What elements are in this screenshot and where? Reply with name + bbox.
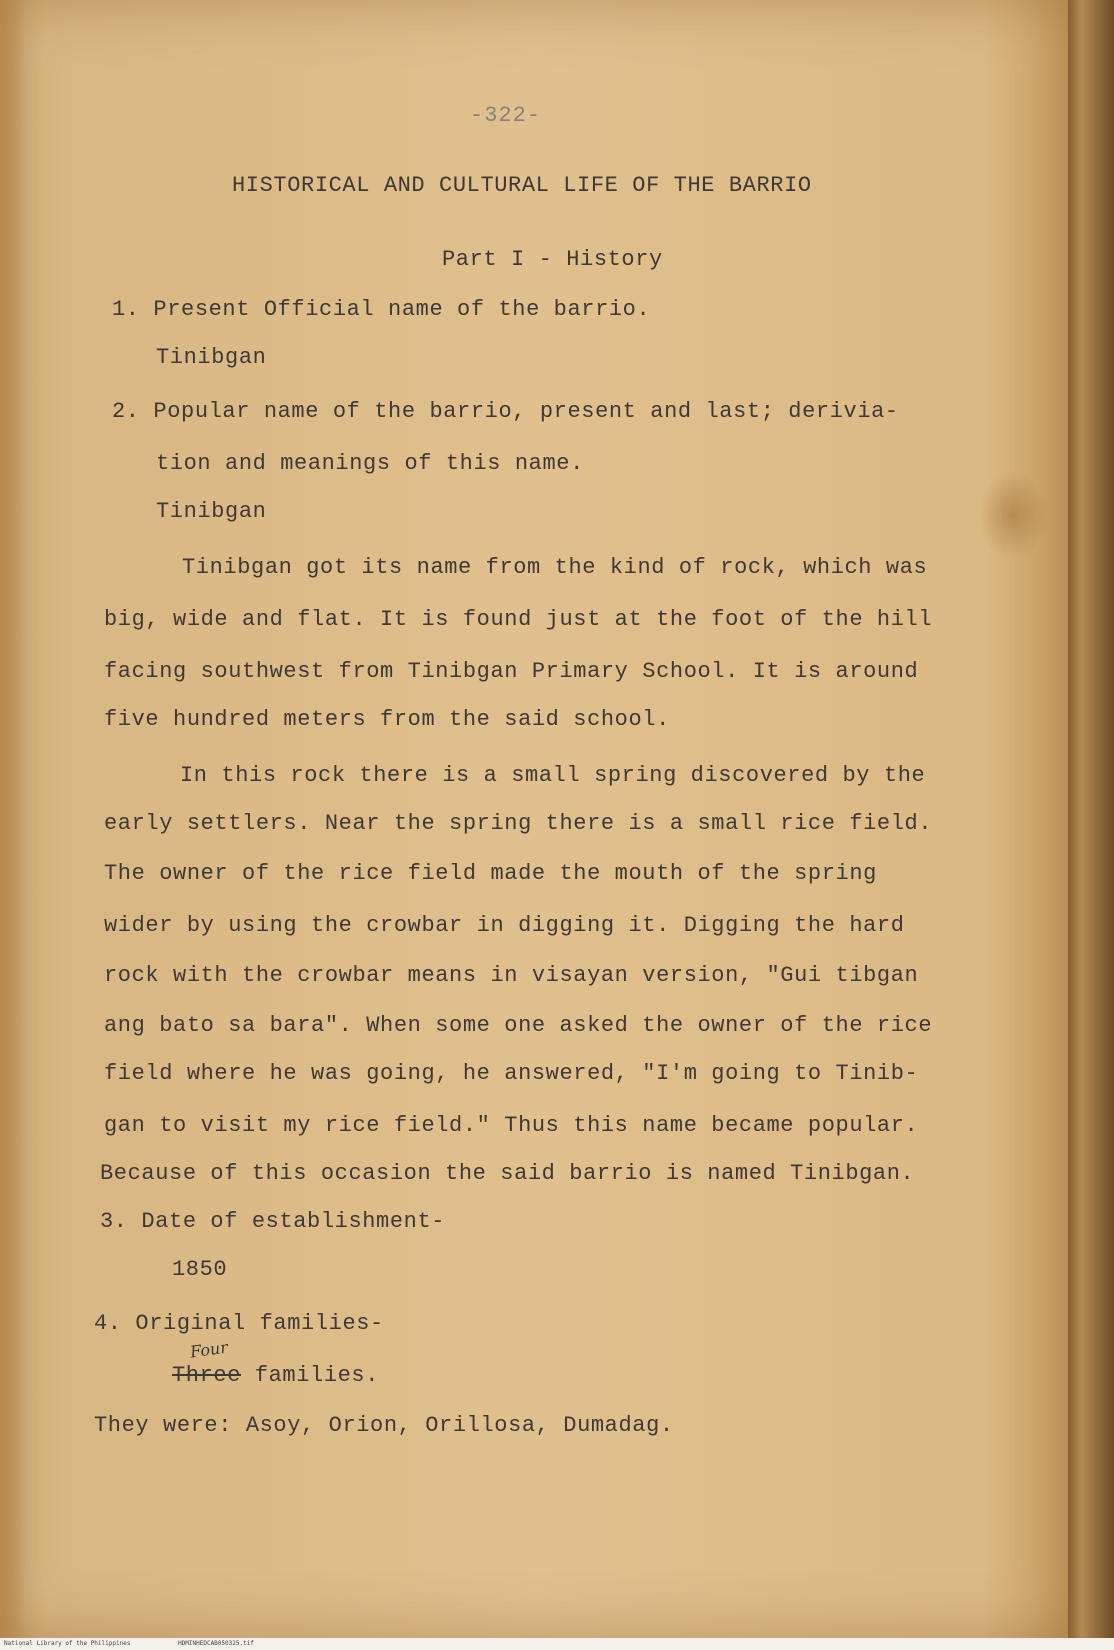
paragraph-1-line: facing southwest from Tinibgan Primary School. It is around <box>104 659 919 684</box>
paragraph-2-line: field where he was going, he answered, "I'm going to Tinib- <box>104 1061 919 1086</box>
answer-1: Tinibgan <box>156 345 267 370</box>
question-1: 1. Present Official name of the barrio. <box>112 297 651 322</box>
paragraph-2-line: gan to visit my rice field." Thus this name became popular. <box>104 1113 919 1138</box>
paragraph-1-line: Tinibgan got its name from the kind of rock, which was <box>182 555 928 580</box>
paragraph-2-line: rock with the crowbar means in visayan version, "Gui tibgan <box>104 963 919 988</box>
paragraph-2-line: In this rock there is a small spring discovered by the <box>180 763 926 788</box>
file-name: HDMINHEDCAB050325.tif <box>178 1640 254 1647</box>
answer-2: Tinibgan <box>156 499 267 524</box>
paragraph-1-line: big, wide and flat. It is found just at the foot of the hill <box>104 607 933 632</box>
paragraph-2-line: wider by using the crowbar in digging it. Digging the hard <box>104 913 905 938</box>
binding-edge <box>1068 0 1114 1650</box>
paragraph-2-line: The owner of the rice field made the mouth of the spring <box>104 861 877 886</box>
question-3: 3. Date of establishment- <box>100 1209 446 1234</box>
page-number: -322- <box>470 103 542 128</box>
paragraph-2-line: ang bato sa bara". When some one asked the owner of the rice <box>104 1013 933 1038</box>
answer-4 <box>172 1362 379 1390</box>
question-2-line-1: 2. Popular name of the barrio, present and last; derivia- <box>112 399 899 424</box>
family-names: They were: Asoy, Orion, Orillosa, Dumadag. <box>94 1413 674 1438</box>
paragraph-2-line: early settlers. Near the spring there is a small rice field. <box>104 811 933 836</box>
paragraph-2-line: Because of this occasion the said barrio is named Tinibgan. <box>100 1161 915 1186</box>
struck-word: Three <box>172 1363 242 1388</box>
answer-4-rest: families. <box>241 1363 380 1388</box>
question-2-line-2: tion and meanings of this name. <box>156 451 584 476</box>
question-4: 4. Original families- <box>94 1311 384 1336</box>
water-stain <box>978 470 1048 560</box>
archive-name: National Library of the Philippines <box>4 1640 131 1647</box>
page-title: HISTORICAL AND CULTURAL LIFE OF THE BARRIO <box>232 173 812 198</box>
answer-3: 1850 <box>172 1257 228 1282</box>
paragraph-1-line: five hundred meters from the said school. <box>104 707 670 732</box>
part-heading: Part I - History <box>442 247 663 272</box>
archive-footer <box>0 1638 1114 1650</box>
handwritten-correction: Four <box>188 1337 229 1362</box>
